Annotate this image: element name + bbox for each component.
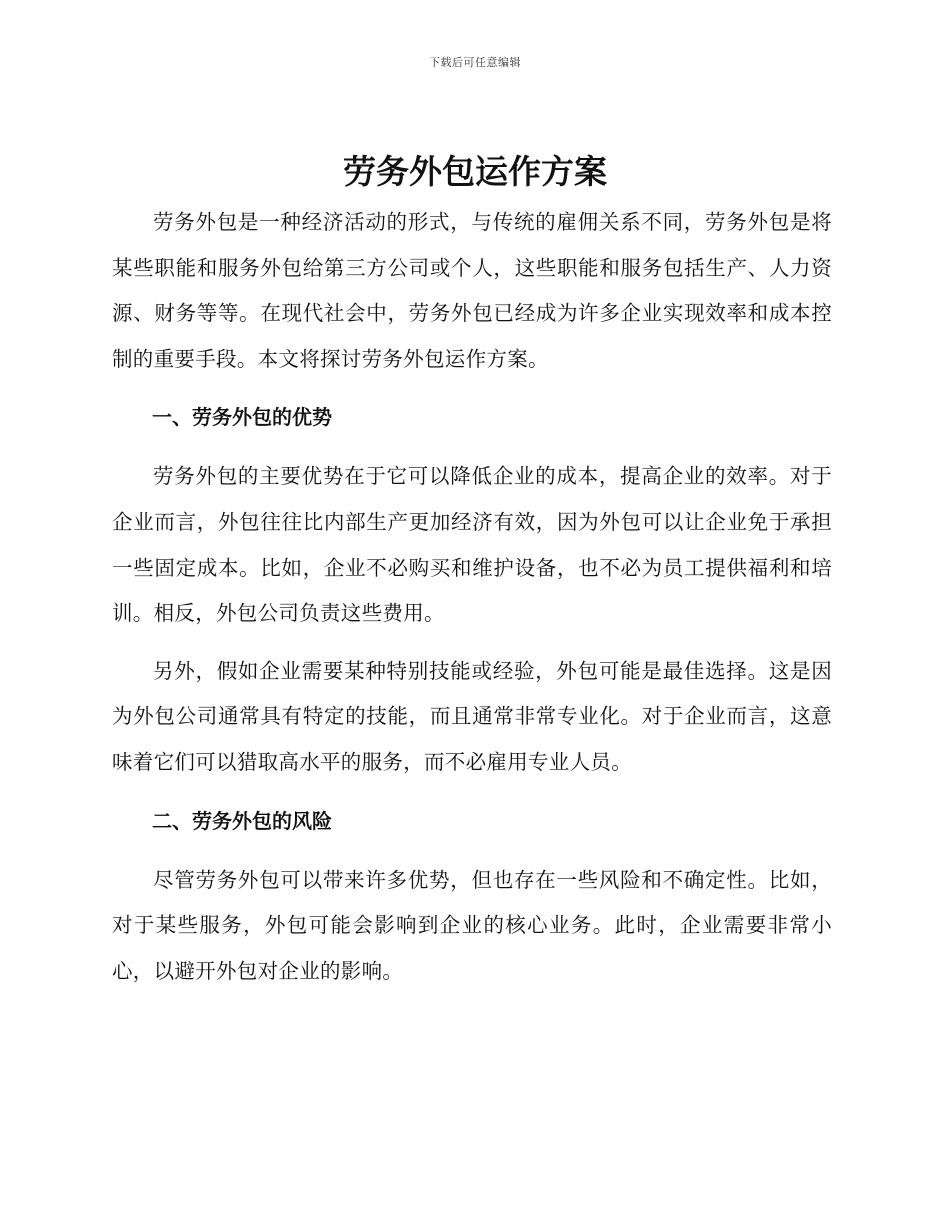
document-body bbox=[112, 200, 832, 1006]
intro-paragraph: 劳务外包是一种经济活动的形式，与传统的雇佣关系不同，劳务外包是将某些职能和服务外包给第三方公司或个人，这些职能和服务包括生产、人力资源、财务等等。在现代社会中，劳务外包已经成为许多企业实现效率和成本控制的重要手段。本文将探讨劳务外包运作方案。 bbox=[112, 210, 832, 371]
section-heading: 一、劳务外包的优势 bbox=[152, 405, 332, 430]
body-paragraph: 尽管劳务外包可以带来许多优势，但也存在一些风险和不确定性。比如，对于某些服务，外包可能会影响到企业的核心业务。此时，企业需要非常小心，以避开外包对企业的影响。 bbox=[112, 867, 832, 983]
section-risks bbox=[112, 798, 832, 995]
body-paragraph: 另外，假如企业需要某种特别技能或经验，外包可能是最佳选择。这是因为外包公司通常具有特定的技能，而且通常非常专业化。对于企业而言，这意味着它们可以猎取高水平的服务，而不必雇用专业人员。 bbox=[112, 658, 832, 774]
section-advantages bbox=[112, 394, 832, 785]
page-header-note: 下载后可任意编辑 bbox=[429, 56, 521, 69]
document-title: 劳务外包运作方案 bbox=[343, 152, 607, 191]
section-heading: 二、劳务外包的风险 bbox=[152, 808, 332, 833]
body-paragraph: 劳务外包的主要优势在于它可以降低企业的成本，提高企业的效率。对于企业而言，外包往往比内部生产更加经济有效，因为外包可以让企业免于承担一些固定成本。比如，企业不必购买和维护设备，也不必为员工提供福利和培训。相反，外包公司负责这些费用。 bbox=[112, 464, 832, 626]
